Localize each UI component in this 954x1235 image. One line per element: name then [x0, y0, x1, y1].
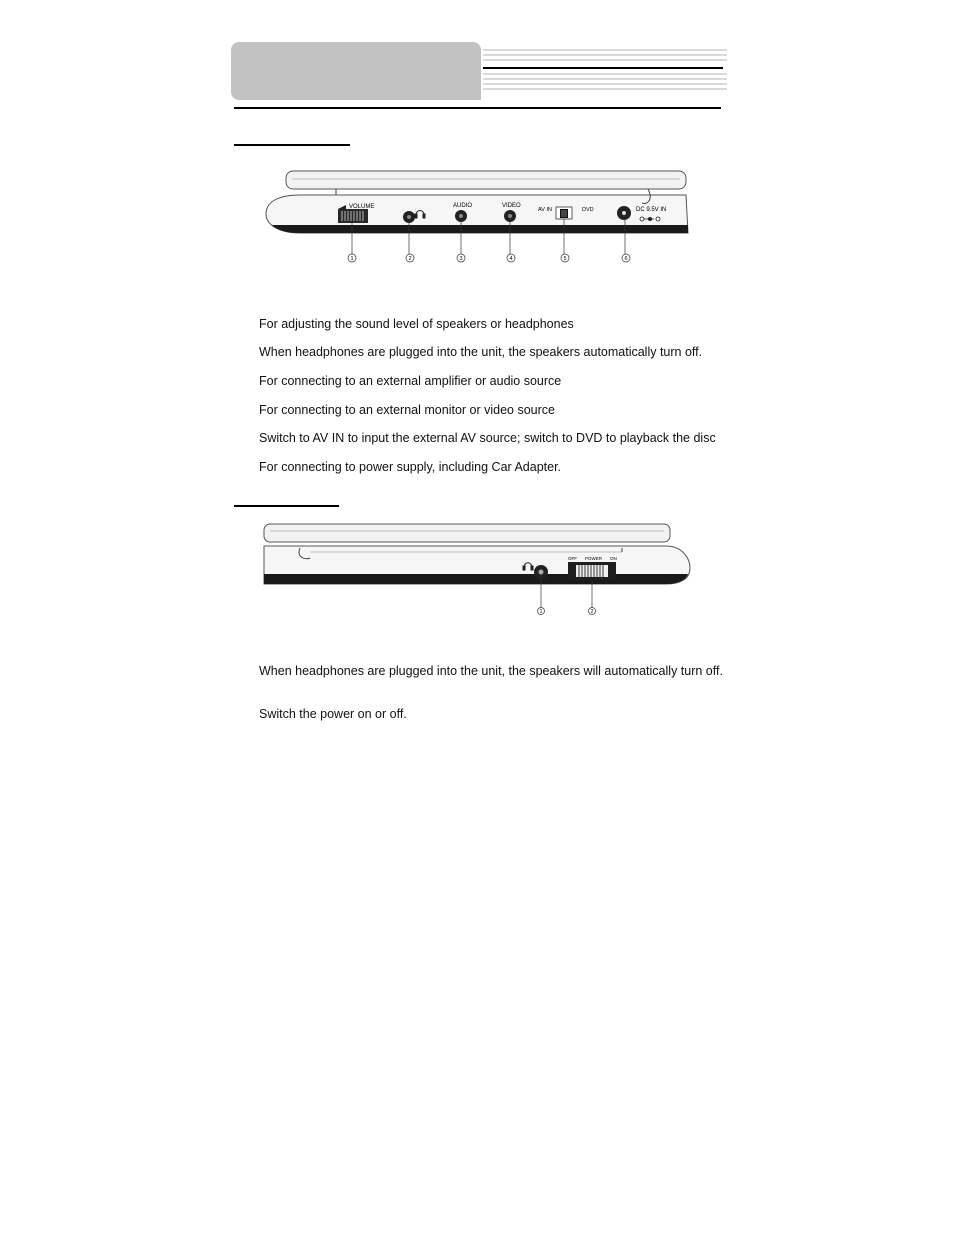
description-video: For connecting to an external monitor or video source: [259, 403, 555, 417]
callout-number: 5: [563, 256, 567, 262]
callout-number: 4: [509, 256, 513, 262]
off-label: OFF: [568, 556, 577, 561]
description-av-switch: Switch to AV IN to input the external AV source; switch to DVD to playback the disc: [259, 431, 716, 445]
callout-number: 2: [408, 256, 412, 262]
power-label: POWER: [585, 556, 603, 561]
description-power-switch: Switch the power on or off.: [259, 707, 407, 721]
left-panel-illustration: [262, 165, 694, 270]
power-switch: [568, 562, 616, 580]
av-dvd-switch: [556, 207, 572, 219]
dvd-label: DVD: [582, 207, 594, 213]
description-audio: For connecting to an external amplifier or audio source: [259, 374, 562, 388]
header-rule: [234, 107, 721, 109]
section-rule-right-panel: [234, 505, 339, 507]
audio-label: AUDIO: [453, 203, 473, 209]
description-headphone: When headphones are plugged into the unit, the speakers automatically turn off.: [259, 345, 703, 359]
description-volume: For adjusting the sound level of speakers or headphones: [259, 317, 574, 331]
video-label: VIDEO: [502, 203, 521, 209]
callout-number: 1: [539, 609, 543, 615]
description-headphone-right: When headphones are plugged into the unit, the speakers will automatically turn off.: [259, 664, 723, 678]
description-dc-in: For connecting to power supply, including Car Adapter.: [259, 460, 562, 474]
dc-in-label: DC 9.5V IN: [636, 207, 667, 213]
callout-number: 1: [350, 256, 354, 262]
callout-number: 2: [590, 609, 594, 615]
callout-number: 6: [624, 256, 628, 262]
section-rule-left-panel: [234, 144, 350, 146]
right-panel-illustration: [258, 518, 698, 618]
callout-number: 3: [459, 256, 463, 262]
volume-label: VOLUME: [349, 204, 375, 210]
on-label: ON: [610, 556, 617, 561]
header-decoration-lines: [483, 48, 727, 92]
header-tab: [231, 42, 481, 100]
av-in-label: AV IN: [538, 207, 552, 213]
